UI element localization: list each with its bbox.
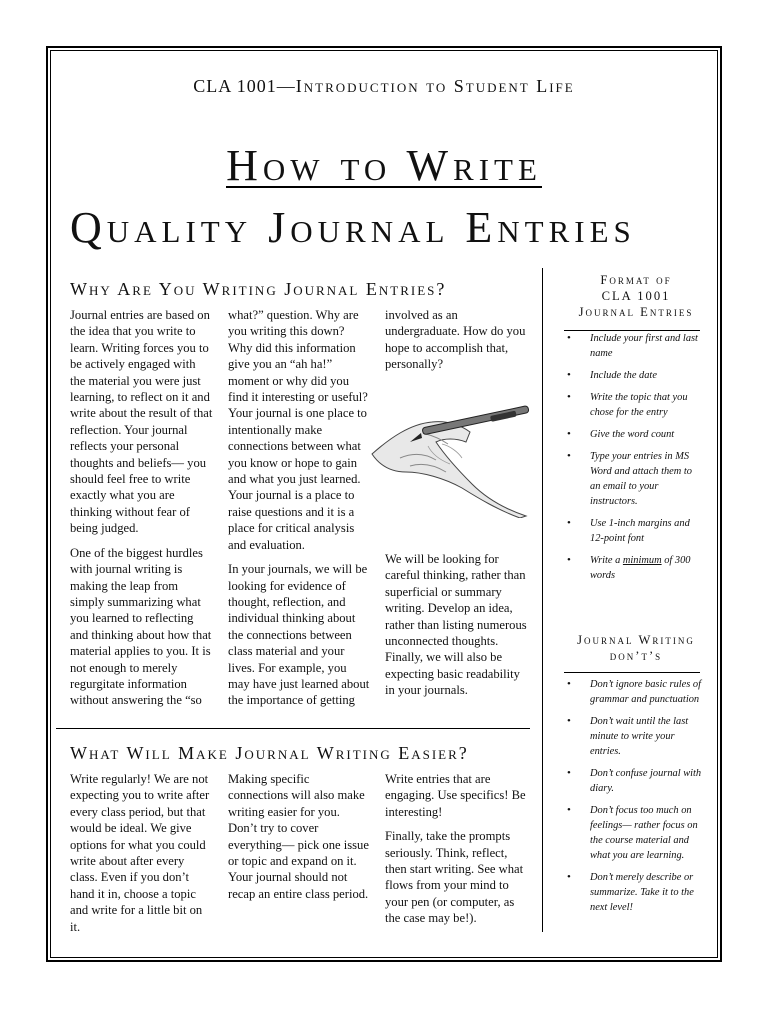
hand-writing-illustration [370,398,530,518]
format-title-line: CLA 1001 [601,289,671,303]
bullet-icon: • [567,369,571,381]
section1-col2-paragraph: what?” question. Why are you writing this down? Why did this information give you an “ah ha!” moment or why did you find it interesting or useful? Your journal is one place to intentionally make connections between what you know or hope to gain and what you just learned. Your journal is a place to raise questions and it is a place for critical analysis and evaluation. [228,308,368,552]
format-item-text: Write the topic that you chose for the entry [590,392,688,418]
format-list-item [564,368,704,383]
section2-col3 [385,771,527,935]
section-divider [56,728,530,729]
section1-col3-bottom [385,551,527,707]
title-line-1: How to Write [226,141,542,190]
bullet-icon: • [567,332,571,344]
format-title-line: Journal Entries [578,305,694,319]
section1-col2 [228,307,370,717]
donts-title-rule [564,672,700,673]
bullet-icon: • [567,767,571,779]
sidebar-divider [542,268,543,932]
format-list-item [564,427,704,442]
format-list-item [564,516,704,546]
donts-item-text: Don’t focus too much on feelings— rather focus on the course material and what you are learning. [590,805,698,861]
course-header [0,76,768,97]
format-box-title [556,272,716,320]
bullet-icon: • [567,554,571,566]
donts-list-item [564,803,704,863]
section2-col2-paragraph: Making specific connections will also make writing easier for you. Don’t try to cover everything— pick one issue or topic and expand on it. Your journal should not recap an entire class period. [228,772,369,901]
format-list [564,331,704,590]
format-item-text: Use 1-inch margins and 12-point font [590,518,690,544]
format-list-item [564,553,704,583]
donts-item-text: Don’t ignore basic rules of grammar and punctuation [590,679,702,705]
section1-col1 [70,307,213,717]
bullet-icon: • [567,391,571,403]
donts-box-title [556,632,716,664]
format-list-item [564,449,704,509]
format-list-item [564,331,704,361]
donts-item-text: Don’t merely describe or summarize. Take it to the next level! [590,872,694,913]
section2-col3-paragraph: Finally, take the prompts seriously. Think, reflect, then start writing. See what flows from your mind to your pen (or computer, as the case may be!). [385,829,524,926]
donts-list [564,677,704,922]
section1-heading: Why Are You Writing Journal Entries? [70,279,447,299]
format-list-item [564,390,704,420]
donts-list-item [564,766,704,796]
donts-title-line: don’t’s [609,649,663,663]
section2-col1-paragraph: Write regularly! We are not expecting you to write after every class period, but that would be ideal. We give options for what you could write about after every class. Even if you don’t hand it in, choose a topic and write for a little bit on it. [70,772,210,934]
course-prefix: CLA 1001— [193,76,296,96]
format-item-text: Include the date [590,370,657,381]
format-item-text: of 300 words [590,555,691,581]
format-item-emphasis: minimum [622,555,662,566]
course-name: Introduction to Student Life [295,76,575,96]
bullet-icon: • [567,450,571,462]
section1-col3-paragraph: We will be looking for careful thinking, rather than superficial or summary writing. Develop an idea, rather than listing numerous unconnected thoughts. Finally, we will also be expecting basic readability in your journals. [385,552,527,698]
bullet-icon: • [567,678,571,690]
donts-item-text: Don’t confuse journal with diary. [590,768,702,794]
section2-col2 [228,771,370,910]
section2-heading: What Will Make Journal Writing Easier? [70,743,469,763]
bullet-icon: • [567,804,571,816]
bullet-icon: • [567,428,571,440]
title-line-2: Quality Journal Entries [70,203,636,252]
donts-item-text: Don’t wait until the last minute to write your entries. [590,716,689,757]
section2-col1 [70,771,213,943]
format-item-text: Include your first and last name [590,333,698,359]
section1-col3-paragraph: involved as an undergraduate. How do you hope to accomplish that, personally? [385,308,526,372]
donts-list-item [564,870,704,915]
donts-list-item [564,677,704,707]
bullet-icon: • [567,715,571,727]
section1-col1-paragraph: Journal entries are based on the idea that you write to learn. Writing forces you to be actively engaged with the material you were just learning, to reflect on it and write about the result of that reflection. Your journal reflects your personal thoughts and beliefs— you should feel free to write exactly what you are thinking without fear of being judged. [70,308,213,536]
donts-list-item [564,714,704,759]
section2-col3-paragraph: Write entries that are engaging. Use specifics! Be interesting! [385,772,526,819]
format-item-text: Write a [590,555,623,566]
section1-col3-top [385,307,527,381]
bullet-icon: • [567,517,571,529]
section1-col1-paragraph: One of the biggest hurdles with journal writing is making the leap from simply summarizing what you learned to reflecting and thinking about how that material applies to you. It is not enough to merely regurgitate information without answering the “so [70,545,212,708]
section1-col2-paragraph: In your journals, we will be looking for evidence of thought, reflection, and individual thinking about the connections between class material and your lives. For example, you may have just learned about the importance of getting [228,562,370,708]
format-item-text: Give the word count [590,429,675,440]
title-underline [226,186,542,188]
format-title-line: Format of [600,273,672,287]
bullet-icon: • [567,871,571,883]
donts-title-line: Journal Writing [577,633,695,647]
format-item-text: Type your entries in MS Word and attach them to an email to your instructors. [590,451,692,507]
